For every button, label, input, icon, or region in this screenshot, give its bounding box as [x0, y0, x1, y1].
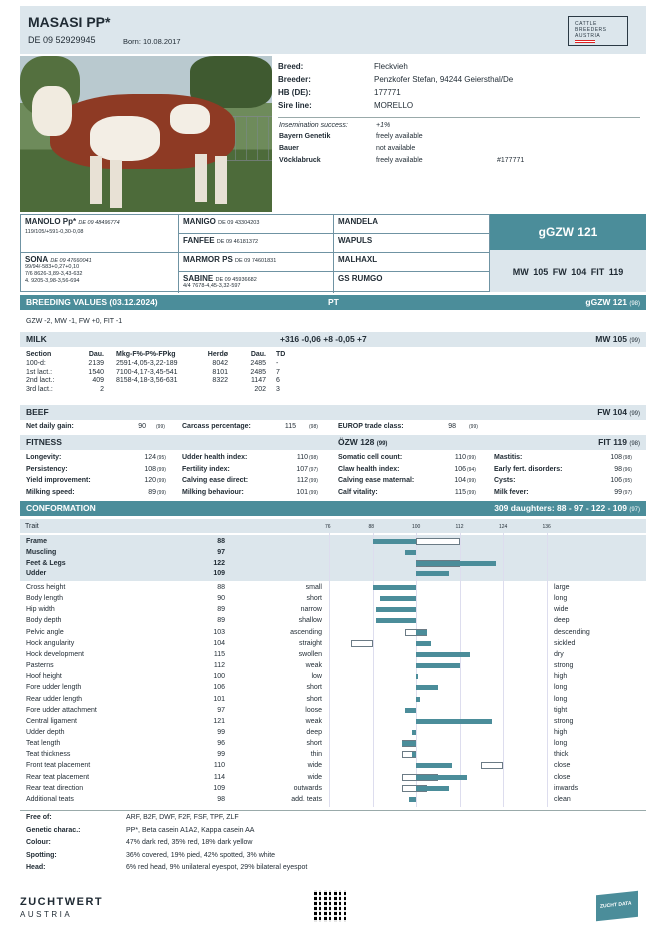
linear-value: 103	[213, 628, 225, 636]
trait-bar	[373, 539, 417, 544]
linear-trait: Pelvic angle	[26, 628, 64, 636]
detail-label: Colour:	[26, 839, 51, 846]
fitness-label: Early fert. disorders:	[494, 465, 563, 473]
linear-trait: Body depth	[26, 617, 62, 625]
gzw-box: gGZW 121	[490, 214, 646, 250]
beef-label: Carcass percentage:	[182, 423, 251, 430]
milk-cell: 3	[276, 385, 280, 393]
fitness-value: 107	[296, 465, 308, 473]
milk-cell: 409	[92, 377, 104, 384]
linear-high-label: clean	[554, 795, 571, 803]
linear-high-label: close	[554, 773, 571, 781]
breeding-values-bar: BREEDING VALUES (03.12.2024) PT gGZW 121 (98)	[20, 295, 646, 310]
milk-cell: 1147	[250, 377, 266, 384]
linear-high-label: long	[554, 740, 568, 748]
trait-bar	[416, 697, 420, 702]
linear-low-label: short	[306, 695, 322, 703]
fitness-rel: (99)	[309, 489, 318, 496]
fitness-rel: (98)	[309, 455, 318, 461]
linear-high-label: large	[554, 584, 570, 591]
linear-high-label: close	[554, 762, 571, 770]
fitness-value: 108	[610, 454, 622, 461]
linear-low-label: narrow	[300, 606, 322, 614]
fitness-value: 106	[454, 465, 466, 473]
linear-high-label: tight	[554, 706, 568, 714]
linear-trait: Rear udder length	[26, 695, 83, 703]
grid-line	[373, 533, 374, 807]
milk-cell: 100-d:	[26, 360, 46, 367]
scale-label: 112	[455, 524, 464, 530]
trait-bar	[416, 685, 438, 690]
info-row-breed: Breed: Fleckvieh	[278, 62, 408, 71]
linear-high-label: high	[554, 673, 568, 681]
fitness-label: Fertility index:	[182, 465, 230, 473]
summary-trait: Frame	[26, 538, 48, 545]
trait-bar	[416, 663, 460, 668]
header-band	[20, 6, 646, 54]
beef-value: 115	[284, 423, 296, 430]
detail-label: Genetic charac.:	[26, 826, 81, 834]
cattle-breeders-logo: CATTLE BREEDERS AUSTRIA	[568, 16, 628, 46]
milk-cell: 2139	[88, 360, 104, 367]
fitness-rel: (97)	[309, 466, 318, 473]
linear-low-label: deep	[306, 728, 322, 736]
pedigree-ss: MANIGO DE 09 43304203	[179, 215, 334, 234]
linear-value: 121	[213, 717, 225, 725]
linear-low-label: weak	[305, 717, 322, 725]
milk-cell: 2nd lact.:	[26, 377, 55, 384]
milk-cell: 7100-4,17-3,45-541	[116, 368, 178, 376]
milk-cell: 8158-4,18-3,56-631	[116, 377, 178, 384]
beef-bar: BEEF FW 104 (99)	[20, 405, 646, 420]
fitness-label: Calving ease maternal:	[338, 477, 415, 484]
detail-label: Spotting:	[26, 851, 57, 859]
detail-label: Free of:	[26, 814, 52, 821]
fitness-value: 89	[148, 488, 156, 496]
detail-value: 36% covered, 19% pied, 42% spotted, 3% white	[126, 851, 276, 859]
linear-low-label: small	[305, 584, 322, 591]
pedigree-dam: SONA DE 09 47660041 99/94/-583+0,27+0,10 7/6 8626-3,89-3,43-632 4. 9205-3,98-3,56-694	[21, 253, 179, 293]
milk-cell: 202	[254, 385, 266, 393]
trait-bar	[416, 775, 467, 780]
trait-bar	[416, 561, 496, 566]
linear-low-label: outwards	[293, 784, 322, 792]
linear-low-label: straight	[299, 639, 322, 647]
linear-value: 104	[213, 639, 225, 647]
linear-high-label: long	[554, 695, 568, 703]
pedigree-dss: MALHAXL	[334, 253, 491, 272]
linear-trait: Fore udder attachment	[26, 706, 97, 714]
detail-value: PP*, Beta casein A1A2, Kappa casein AA	[126, 826, 255, 834]
linear-high-label: descending	[554, 628, 590, 636]
linear-low-label: short	[306, 684, 322, 692]
qr-code-icon	[314, 890, 346, 922]
linear-value: 114	[213, 773, 225, 781]
pedigree-dd: SABINE DE 09 45936682 4/4 7678-4,45-3,32-597	[179, 272, 334, 293]
linear-high-label: high	[554, 728, 568, 736]
scale-label: 136	[542, 524, 551, 530]
pedigree-ds: MARMOR PS DE 09 74601831	[179, 253, 334, 272]
fitness-label: Calving ease direct:	[182, 477, 249, 484]
detail-value: 6% red head, 9% unilateral eyespot, 29% bilateral eyespot	[126, 864, 308, 871]
grid-line	[547, 533, 548, 807]
fitness-label: Milking speed:	[26, 488, 75, 496]
linear-low-label: add. teats	[291, 795, 322, 803]
linear-value: 101	[213, 695, 225, 703]
trait-bar	[416, 652, 470, 657]
linear-trait: Hock angularity	[26, 639, 75, 647]
trait-bar	[416, 763, 452, 768]
linear-trait: Body length	[26, 595, 63, 603]
linear-trait: Cross height	[26, 584, 66, 591]
fitness-rel: (99)	[157, 466, 166, 473]
fitness-rel: (99)	[157, 489, 166, 496]
trait-bar	[380, 596, 416, 601]
conformation-bar: CONFORMATION 309 daughters: 88 - 97 - 122 - 109 (97)	[20, 501, 646, 516]
linear-trait: Pasterns	[26, 662, 54, 670]
milk-cell: 3rd lact.:	[26, 385, 53, 393]
fitness-rel: (94)	[467, 466, 476, 473]
linear-trait: Hoof height	[26, 673, 62, 681]
linear-trait: Rear teat placement	[26, 773, 90, 781]
linear-value: 96	[217, 740, 225, 748]
grid-line	[460, 533, 461, 807]
milk-cell: 1540	[88, 368, 104, 376]
trait-bar	[402, 741, 417, 746]
fitness-value: 120	[144, 477, 156, 484]
beef-label: EUROP trade class:	[338, 423, 404, 430]
trait-outline-bar	[416, 538, 460, 545]
fitness-value: 112	[296, 477, 308, 484]
linear-low-label: wide	[307, 773, 322, 781]
milk-cell: 6	[276, 377, 280, 384]
trait-outline-bar	[351, 640, 373, 647]
linear-low-label: shallow	[298, 617, 322, 625]
linear-low-label: short	[306, 740, 322, 748]
linear-trait: Teat length	[26, 740, 61, 748]
fitness-label: Milk fever:	[494, 488, 529, 496]
linear-value: 106	[213, 684, 225, 692]
fitness-label: Cysts:	[494, 477, 516, 484]
fitness-value: 99	[614, 488, 622, 496]
linear-trait: Udder depth	[26, 728, 65, 736]
fitness-value: 110	[296, 454, 308, 461]
fitness-label: Somatic cell count:	[338, 454, 403, 461]
fitness-value: 106	[610, 477, 622, 484]
trait-bar	[416, 786, 449, 791]
fitness-rel: (99)	[467, 478, 476, 484]
fitness-rel: (98)	[623, 455, 632, 461]
linear-value: 89	[217, 617, 225, 625]
fitness-rel: (97)	[623, 489, 632, 496]
linear-value: 109	[213, 784, 225, 792]
milk-cell: 8042	[212, 360, 228, 367]
insemination-info: Insemination success: +1% Bayern Genetik freely available Bauer not available Vöcklabruck freely available #177771	[279, 122, 525, 164]
fitness-bar: FITNESS ÖZW 128 (99) FIT 119 (98)	[20, 435, 646, 450]
conformation-header: Trait	[20, 519, 646, 533]
linear-high-label: thick	[554, 751, 569, 759]
scale-label: 100	[412, 524, 421, 530]
linear-low-label: swollen	[298, 650, 322, 658]
beef-rel: (99)	[469, 424, 478, 430]
linear-value: 97	[217, 706, 225, 714]
milk-header: TD	[276, 351, 286, 358]
bull-photo	[20, 56, 272, 212]
pedigree-sds: WAPULS	[334, 234, 491, 253]
fitness-value: 104	[454, 477, 466, 484]
trait-bar	[416, 719, 492, 724]
pedigree-table	[20, 214, 490, 292]
summary-trait: Feet & Legs	[26, 559, 66, 567]
linear-value: 115	[213, 650, 225, 658]
fitness-label: Claw health index:	[338, 465, 400, 473]
fitness-value: 108	[144, 465, 156, 473]
linear-low-label: short	[306, 595, 322, 603]
fitness-label: Milking behaviour:	[182, 488, 244, 496]
linear-value: 89	[217, 606, 225, 614]
divider	[278, 117, 640, 118]
linear-low-label: thin	[310, 751, 322, 759]
fitness-value: 98	[614, 465, 622, 473]
milk-cell: -	[276, 360, 279, 367]
fitness-label: Persistency:	[26, 465, 68, 473]
trait-bar	[412, 730, 416, 735]
linear-trait: Hip width	[26, 606, 55, 614]
linear-trait: Additional teats	[26, 795, 74, 803]
grid-line	[503, 533, 504, 807]
birth-date: Born: 10.08.2017	[123, 37, 181, 46]
scale-label: 124	[499, 524, 508, 530]
scale-label: 76	[325, 524, 331, 530]
milk-header: Dau.	[250, 351, 266, 358]
summary-value: 109	[213, 570, 225, 578]
trait-bar	[376, 607, 416, 612]
milk-cell: 8101	[212, 368, 228, 376]
trait-bar	[409, 797, 416, 802]
summary-value: 122	[213, 559, 225, 567]
linear-high-label: long	[554, 684, 568, 692]
info-row-sireline: Sire line: MORELLO	[278, 101, 414, 110]
fitness-rel: (95)	[157, 455, 166, 461]
milk-header: Dau.	[88, 351, 104, 358]
detail-label: Head:	[26, 864, 46, 871]
milk-cell: 7	[276, 368, 280, 376]
linear-high-label: dry	[554, 650, 564, 658]
mw-fw-fit-box: MW 105 FW 104 FIT 119	[490, 250, 646, 292]
fitness-value: 124	[144, 454, 156, 461]
linear-low-label: loose	[305, 706, 322, 714]
linear-trait: Rear teat direction	[26, 784, 84, 792]
trait-bar	[416, 641, 431, 646]
linear-value: 99	[217, 751, 225, 759]
summary-trait: Muscling	[26, 548, 57, 556]
milk-header: Mkg-F%-P%-FPkg	[116, 351, 176, 358]
breeding-values-diff: GZW -2, MW -1, FW +0, FIT -1	[26, 318, 123, 325]
milk-cell: 2485	[250, 360, 266, 367]
fitness-rel: (99)	[467, 455, 476, 461]
linear-low-label: low	[311, 673, 322, 681]
fitness-rel: (96)	[623, 466, 632, 473]
linear-trait: Fore udder length	[26, 684, 82, 692]
linear-value: 112	[213, 662, 225, 670]
fitness-label: Longevity:	[26, 454, 62, 461]
linear-value: 88	[217, 584, 225, 591]
trait-bar	[412, 752, 416, 757]
beef-rel: (98)	[309, 424, 318, 430]
trait-bar	[416, 571, 449, 576]
scale-label: 88	[368, 524, 375, 530]
fitness-value: 110	[454, 454, 466, 461]
beef-value: 98	[448, 423, 456, 430]
linear-high-label: wide	[554, 606, 569, 614]
trait-bar	[405, 550, 416, 555]
linear-trait: Hock development	[26, 650, 84, 658]
trait-outline-bar	[481, 762, 503, 769]
milk-bar: MILK +316 -0,06 +8 -0,05 +7 MW 105 (99)	[20, 332, 646, 347]
zucht-data-logo: ZUCHT DATA	[596, 891, 638, 921]
milk-cell: 1st lact.:	[26, 368, 53, 376]
info-row-hb: HB (DE): 177771	[278, 88, 401, 97]
pedigree-sss: MANDELA	[334, 215, 491, 234]
linear-high-label: long	[554, 595, 568, 603]
fitness-value: 101	[296, 488, 308, 496]
fitness-label: Mastitis:	[494, 454, 523, 461]
trait-bar	[376, 618, 416, 623]
zuchtwert-logo-sub: AUSTRIA	[20, 910, 73, 919]
linear-value: 100	[213, 673, 225, 681]
linear-high-label: strong	[554, 662, 574, 670]
linear-high-label: inwards	[554, 784, 579, 792]
fitness-value: 115	[454, 488, 466, 496]
conformation-chart	[327, 533, 547, 807]
trait-bar	[416, 674, 418, 679]
milk-header: Herdø	[207, 351, 228, 358]
info-row-breeder: Breeder: Penzkofer Stefan, 94244 Geiersthal/De	[278, 75, 514, 84]
fitness-rel: (95)	[623, 478, 632, 484]
fitness-rel: (99)	[157, 478, 166, 484]
grid-line	[329, 533, 330, 807]
milk-cell: 2	[100, 385, 104, 393]
linear-trait: Central ligament	[26, 717, 77, 725]
summary-value: 88	[217, 538, 225, 545]
trait-bar	[416, 630, 427, 635]
zuchtwert-logo: ZUCHTWERT	[20, 896, 104, 908]
fitness-label: Yield improvement:	[26, 477, 91, 484]
detail-value: ARF, B2F, DWF, F2F, FSF, TPF, ZLF	[126, 814, 239, 821]
divider	[20, 810, 646, 811]
pedigree-sire: MANOLO Pp* DE 09 48496774 119/105/+591-0,30-0,08	[21, 215, 179, 253]
pedigree-dds: GS RUMGO	[338, 274, 383, 283]
trait-bar	[405, 708, 416, 713]
linear-value: 98	[217, 795, 225, 803]
linear-value: 99	[217, 728, 225, 736]
linear-value: 90	[217, 595, 225, 603]
summary-trait: Udder	[26, 570, 47, 578]
linear-high-label: sickled	[554, 639, 576, 647]
milk-cell: 2485	[250, 368, 266, 376]
ear-tag: DE 09 52929945	[28, 35, 96, 45]
beef-value: 90	[138, 423, 146, 430]
fitness-label: Calf vitality:	[338, 488, 378, 496]
linear-high-label: strong	[554, 717, 574, 725]
linear-low-label: ascending	[290, 628, 322, 636]
fitness-label: Udder health index:	[182, 454, 248, 461]
milk-cell: 2591-4,05-3,22-189	[116, 360, 178, 367]
beef-rel: (99)	[156, 424, 165, 430]
fitness-rel: (99)	[309, 478, 318, 484]
linear-high-label: deep	[554, 617, 570, 625]
linear-value: 110	[213, 762, 225, 770]
milk-header: Section	[26, 351, 52, 358]
linear-low-label: weak	[305, 662, 322, 670]
beef-label: Net daily gain:	[26, 423, 74, 430]
trait-bar	[373, 585, 417, 590]
pedigree-sd: FANFEE DE 09 46181372	[179, 234, 334, 253]
summary-value: 97	[217, 548, 225, 556]
animal-name: MASASI PP*	[28, 14, 111, 30]
linear-low-label: wide	[307, 762, 322, 770]
fitness-rel: (99)	[467, 489, 476, 496]
linear-trait: Teat thickness	[26, 751, 71, 759]
linear-trait: Front teat placement	[26, 762, 91, 770]
detail-value: 47% dark red, 35% red, 18% dark yellow	[126, 839, 253, 846]
milk-cell: 8322	[212, 377, 228, 384]
